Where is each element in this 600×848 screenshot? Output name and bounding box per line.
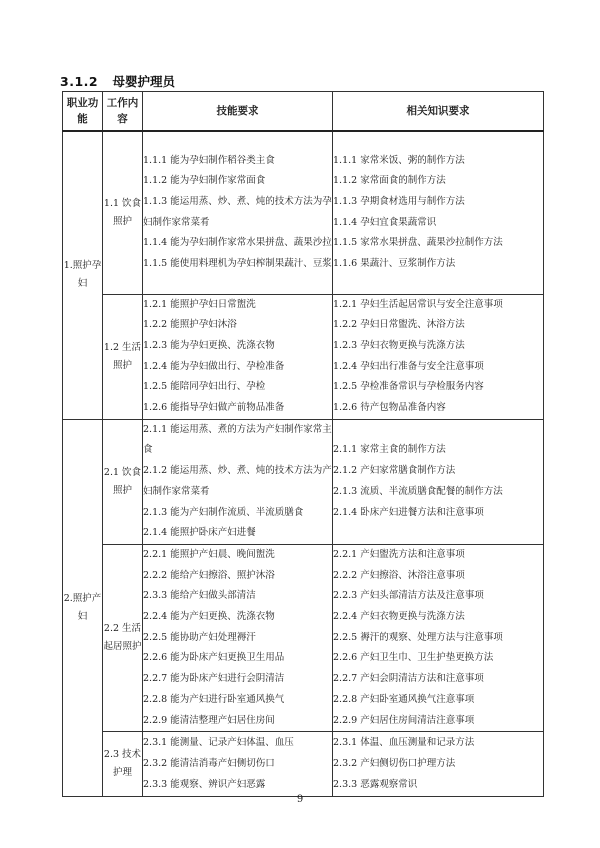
list-item: 2.2.1 能照护产妇晨、晚间盥洗 — [143, 548, 275, 560]
list-item: 1.1.4 能为孕妇制作家常水果拼盘、蔬果沙拉 — [143, 237, 332, 249]
section-number: 3.1.2 — [60, 74, 99, 89]
list-item: 2.2.9 产妇居住房间清洁注意事项 — [333, 714, 475, 726]
list-item: 1.2.3 孕妇衣物更换与洗涤方法 — [333, 339, 465, 351]
list-item: 2.3.1 能测量、记录产妇体温、血压 — [143, 737, 294, 749]
function-cell: 1.照护孕妇 — [63, 131, 103, 419]
list-item: 2.3.3 能观察、辨识产妇恶露 — [143, 778, 266, 790]
list-item: 2.2.3 产妇头部清洁方法及注意事项 — [333, 590, 484, 602]
header-function: 职业功能 — [63, 92, 103, 132]
list-item: 2.3.2 能清洁消毒产妇侧切伤口 — [143, 757, 275, 769]
list-item: 1.2.1 能照护孕妇日常盥洗 — [143, 298, 256, 310]
list-item: 2.3.3 能给产妇做头部清洁 — [143, 590, 256, 602]
list-item: 1.2.5 孕检准备常识与孕检服务内容 — [333, 381, 484, 393]
section-heading — [60, 72, 175, 90]
list-item: 2.2.2 能给产妇擦浴、照护沐浴 — [143, 569, 275, 581]
content-cell: 2.2 生活起居照护 — [103, 544, 143, 731]
list-item: 2.1.4 卧床产妇进餐方法和注意事项 — [333, 506, 484, 518]
skills-cell — [143, 419, 333, 544]
content-cell: 1.1 饮食照护 — [103, 131, 143, 294]
list-item: 1.1.1 能为孕妇制作稻谷类主食 — [143, 154, 275, 166]
list-item: 2.2.4 产妇衣物更换与洗涤方法 — [333, 611, 465, 623]
list-item: 2.1.1 能运用蒸、煮的方法为产妇制作家常主食 — [143, 423, 332, 456]
list-item: 1.2.1 孕妇生活起居常识与安全注意事项 — [333, 298, 503, 310]
header-content: 工作内容 — [103, 92, 143, 132]
list-item: 2.2.6 能为卧床产妇更换卫生用品 — [143, 652, 285, 664]
list-item: 1.1.4 孕妇宜食果蔬常识 — [333, 216, 437, 228]
knowledge-cell — [333, 544, 544, 731]
knowledge-cell — [333, 419, 544, 544]
list-item: 1.1.5 能使用料理机为孕妇榨制果蔬汁、豆浆 — [143, 258, 332, 270]
content-cell: 1.2 生活照护 — [103, 294, 143, 419]
list-item: 2.1.4 能照护卧床产妇进餐 — [143, 527, 256, 539]
list-item: 1.1.1 家常米饭、粥的制作方法 — [333, 154, 465, 166]
list-item: 1.2.3 能为孕妇更换、洗涤衣物 — [143, 339, 275, 351]
list-item: 2.2.9 能清洁整理产妇居住房间 — [143, 714, 275, 726]
list-item: 2.2.6 产妇卫生巾、卫生护垫更换方法 — [333, 652, 494, 664]
skills-table — [62, 91, 544, 797]
table-row — [63, 544, 544, 731]
list-item: 1.2.2 能照护孕妇沐浴 — [143, 319, 237, 331]
table-row — [63, 419, 544, 544]
list-item: 2.2.5 能协助产妇处理褥汗 — [143, 631, 256, 643]
skills-cell — [143, 294, 333, 419]
list-item: 2.1.1 家常主食的制作方法 — [333, 444, 446, 456]
page-number: 9 — [296, 794, 304, 805]
table-row — [63, 294, 544, 419]
list-item: 2.2.4 能为产妇更换、洗涤衣物 — [143, 611, 275, 623]
knowledge-cell — [333, 294, 544, 419]
list-item: 2.3.2 产妇侧切伤口护理方法 — [333, 757, 456, 769]
table-header-row — [63, 92, 544, 132]
list-item: 1.1.2 家常面食的制作方法 — [333, 175, 446, 187]
list-item: 1.1.3 孕期食材选用与制作方法 — [333, 196, 465, 208]
table-row — [63, 732, 544, 797]
function-cell: 2.照护产妇 — [63, 419, 103, 797]
list-item: 2.2.1 产妇盥洗方法和注意事项 — [333, 548, 465, 560]
list-item: 2.1.2 产妇家常膳食制作方法 — [333, 465, 456, 477]
list-item: 2.2.7 能为卧床产妇进行会阴清洁 — [143, 673, 285, 685]
list-item: 2.2.8 产妇卧室通风换气注意事项 — [333, 693, 475, 705]
list-item: 2.1.2 能运用蒸、炒、煮、炖的技术方法为产妇制作家常菜肴 — [143, 465, 332, 497]
skills-cell — [143, 732, 333, 797]
list-item: 2.2.2 产妇擦浴、沐浴注意事项 — [333, 569, 465, 581]
list-item: 2.2.7 产妇会阴清洁方法和注意事项 — [333, 673, 484, 685]
list-item: 2.2.8 能为产妇进行卧室通风换气 — [143, 693, 285, 705]
list-item: 2.2.5 褥汗的观察、处理方法与注意事项 — [333, 631, 503, 643]
knowledge-cell — [333, 732, 544, 797]
content-cell: 2.3 技术护理 — [103, 732, 143, 797]
list-item: 1.1.6 果蔬汁、豆浆制作方法 — [333, 258, 456, 270]
content-cell: 2.1 饮食照护 — [103, 419, 143, 544]
list-item: 1.2.5 能陪同孕妇出行、孕检 — [143, 381, 266, 393]
skills-cell — [143, 544, 333, 731]
list-item: 1.2.6 待产包物品准备内容 — [333, 402, 446, 414]
list-item: 1.2.4 能为孕妇做出行、孕检准备 — [143, 360, 285, 372]
header-knowledge: 相关知识要求 — [333, 92, 544, 132]
list-item: 1.2.6 能指导孕妇做产前物品准备 — [143, 402, 285, 414]
list-item: 2.3.3 恶露观察常识 — [333, 778, 418, 790]
list-item: 2.3.1 体温、血压测量和记录方法 — [333, 737, 475, 749]
list-item: 2.1.3 流质、半流质膳食配餐的制作方法 — [333, 485, 503, 497]
list-item: 1.1.2 能为孕妇制作家常面食 — [143, 175, 266, 187]
list-item: 1.1.5 家常水果拼盘、蔬果沙拉制作方法 — [333, 237, 503, 249]
list-item: 2.1.3 能为产妇制作流质、半流质膳食 — [143, 506, 304, 518]
list-item: 1.2.2 孕妇日常盥洗、沐浴方法 — [333, 319, 465, 331]
header-skills: 技能要求 — [143, 92, 333, 132]
list-item: 1.2.4 孕妇出行准备与安全注意事项 — [333, 360, 484, 372]
knowledge-cell — [333, 131, 544, 294]
table-row — [63, 131, 544, 294]
skills-cell — [143, 131, 333, 294]
list-item: 1.1.3 能运用蒸、炒、煮、炖的技术方法为孕妇制作家常菜肴 — [143, 196, 332, 228]
section-title: 母婴护理员 — [112, 74, 175, 89]
